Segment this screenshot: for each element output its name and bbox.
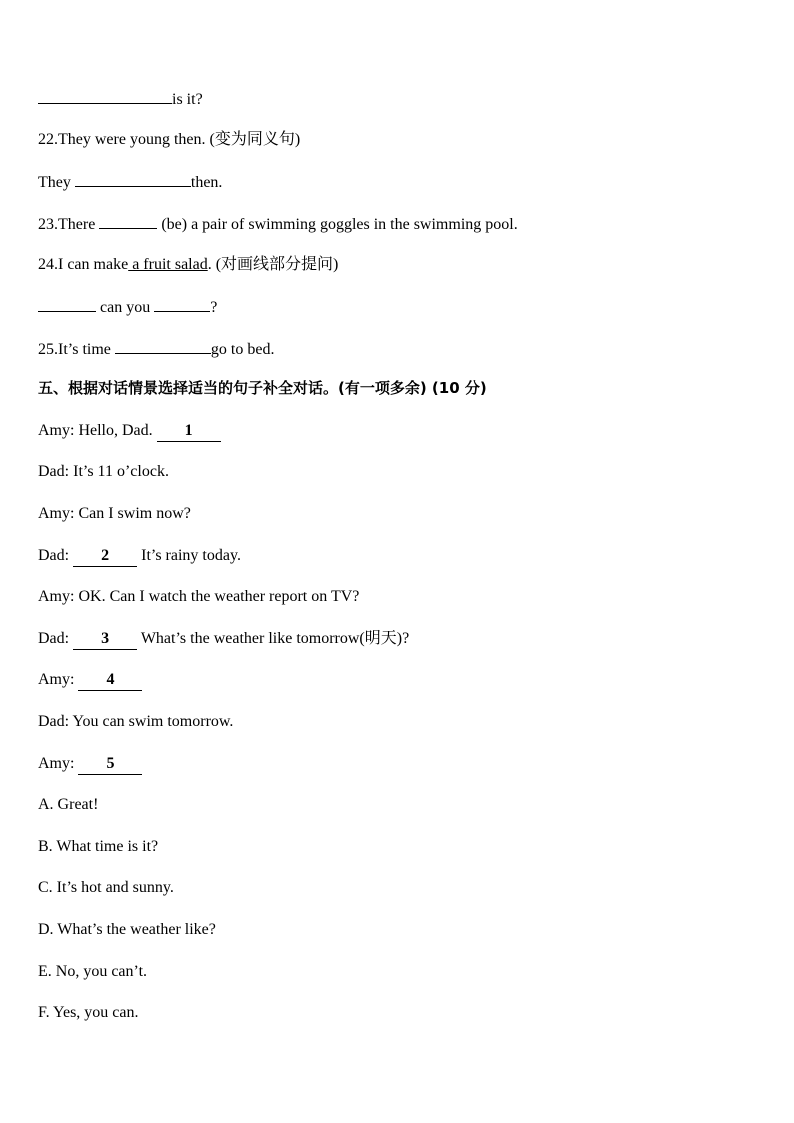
option-item: A. Great!: [38, 796, 99, 813]
speaker-label: Dad:: [38, 713, 73, 730]
q22-prompt: 22.They were young then. (变为同义句): [38, 131, 301, 148]
dialogue-text: Can I swim now?: [78, 505, 191, 522]
q24-prefix: 24.I can make: [38, 256, 129, 273]
section-heading: 五、根据对话情景选择适当的句子补全对话。(有一项多余) (10 分): [38, 379, 487, 397]
dialogue-line: [38, 587, 359, 607]
dialogue-text: OK. Can I watch the weather report on TV?: [78, 588, 360, 605]
q24-answer-mid: can you: [100, 299, 151, 316]
q24-line: [38, 255, 338, 275]
dialogue-line: [38, 462, 169, 482]
q23-suffix: (be) a pair of swimming goggles in the swimming pool.: [161, 216, 518, 233]
dialogue-text-after: It’s rainy today.: [137, 547, 241, 564]
answer-blank[interactable]: [75, 171, 191, 187]
q22-answer-prefix: They: [38, 174, 71, 191]
answer-blank[interactable]: [99, 213, 157, 229]
q22-answer-line: [38, 171, 222, 193]
option-item: E. No, you can’t.: [38, 963, 148, 980]
q21-answer-line: [38, 88, 203, 110]
dialogue-blank[interactable]: 1: [157, 421, 221, 442]
q23-line: [38, 213, 518, 235]
speaker-label: Amy:: [38, 505, 79, 522]
option-item: B. What time is it?: [38, 838, 159, 855]
speaker-label: Amy:: [38, 755, 79, 772]
q21-tail: is it?: [172, 91, 203, 108]
answer-blank[interactable]: [154, 296, 210, 312]
dialogue-line: [38, 546, 241, 567]
dialogue-line: [38, 629, 409, 650]
q25-prefix: 25.It’s time: [38, 341, 111, 358]
dialogue-text: It’s 11 o’clock.: [73, 463, 169, 480]
speaker-label: Dad:: [38, 463, 74, 480]
dialogue-line: [38, 504, 191, 524]
q25-suffix: go to bed.: [210, 341, 275, 358]
q22-answer-suffix: then.: [190, 174, 223, 191]
q24-underlined-phrase: a fruit salad: [128, 256, 208, 273]
dialogue-blank[interactable]: 5: [78, 754, 142, 775]
dialogue-line: [38, 421, 221, 442]
answer-blank[interactable]: [115, 338, 211, 354]
speaker-label: Dad:: [38, 547, 74, 564]
dialogue-text: You can swim tomorrow.: [72, 713, 234, 730]
answer-blank[interactable]: [38, 296, 96, 312]
q24-suffix: . (对画线部分提问): [207, 256, 339, 273]
speaker-label: Dad:: [38, 630, 74, 647]
q23-prefix: 23.There: [38, 216, 96, 233]
dialogue-line: [38, 754, 142, 775]
dialogue-blank[interactable]: 3: [73, 629, 137, 650]
dialogue-blank[interactable]: 4: [78, 670, 142, 691]
speaker-label: Amy:: [38, 588, 79, 605]
dialogue-text: Hello, Dad.: [78, 422, 157, 439]
option-item: F. Yes, you can.: [38, 1004, 139, 1021]
dialogue-line: [38, 670, 142, 691]
dialogue-blank[interactable]: 2: [73, 546, 137, 567]
q24-answer-line: [38, 296, 217, 318]
q25-line: [38, 338, 274, 360]
option-item: D. What’s the weather like?: [38, 921, 216, 938]
dialogue-line: [38, 712, 233, 732]
speaker-label: Amy:: [38, 422, 79, 439]
answer-blank[interactable]: [38, 88, 172, 104]
option-item: C. It’s hot and sunny.: [38, 879, 174, 896]
speaker-label: Amy:: [38, 671, 79, 688]
dialogue-text-after: What’s the weather like tomorrow(明天)?: [137, 630, 410, 647]
q24-answer-end: ?: [210, 299, 218, 316]
